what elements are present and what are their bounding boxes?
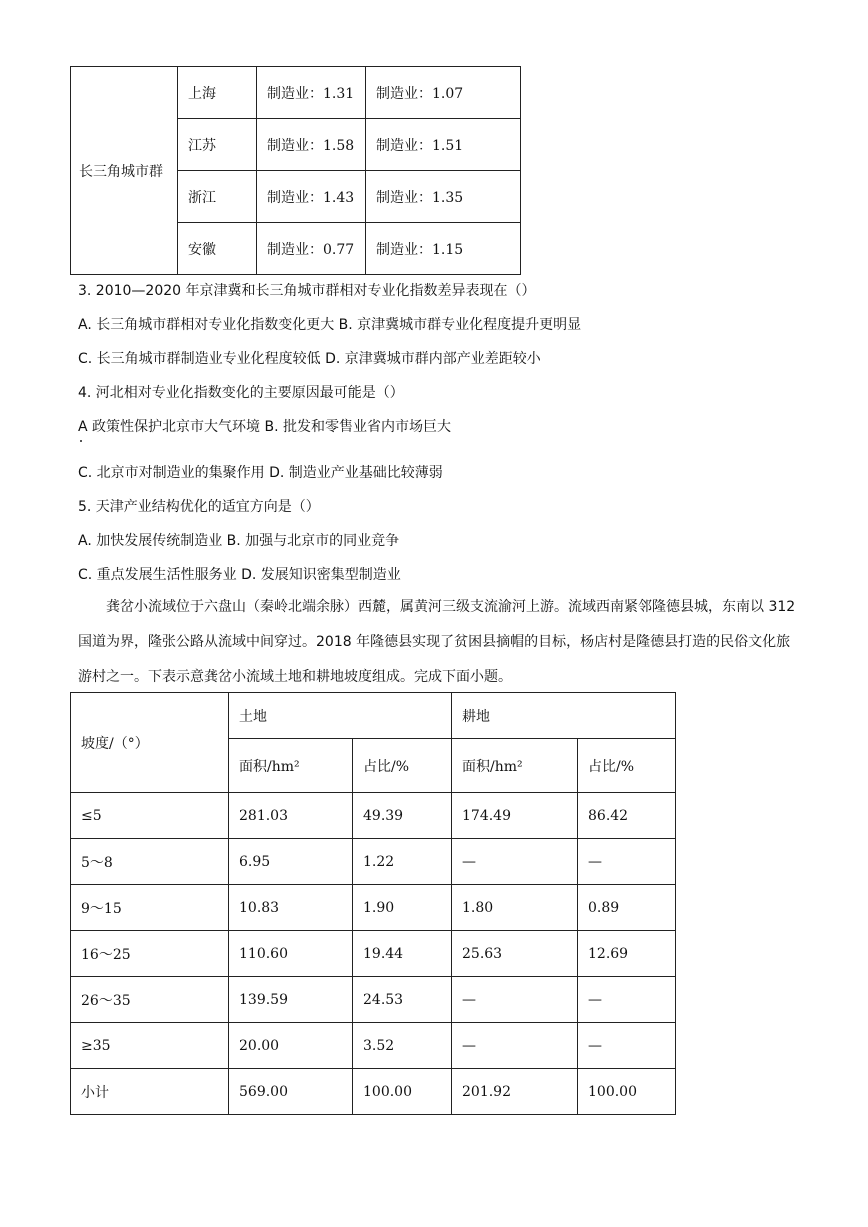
land-ratio-cell: 19.44 <box>353 931 452 977</box>
land-area-cell: 569.00 <box>229 1069 353 1115</box>
passage-text: 龚岔小流域位于六盘山（秦岭北端余脉）西麓，属黄河三级支流渝河上游。流域西南紧邻隆德县城，东南以 312 国道为界，隆张公路从流域中间穿过。2018 年隆德县实现了贫困县摘帽的目标，杨店村是隆德县打造的民俗文化旅游村之一。下表示意龚岔小流域土地和耕地坡度组成。完成下面小题。 <box>78 599 796 685</box>
table-row <box>71 839 676 885</box>
farm-ratio-cell: 12.69 <box>578 931 676 977</box>
slope-header: 坡度/（°） <box>71 693 229 793</box>
table-row <box>71 793 676 839</box>
slope-cell: 小计 <box>71 1069 229 1115</box>
farm-area-cell: 201.92 <box>452 1069 578 1115</box>
farm-ratio-cell: — <box>578 1023 676 1069</box>
index-cell: 制造业：1.07 <box>366 67 521 119</box>
question-5: 5. 天津产业结构优化的适宜方向是（） <box>78 499 320 515</box>
city-group-cell: 长三角城市群 <box>71 67 178 275</box>
province-cell: 江苏 <box>178 119 257 171</box>
land-ratio-cell: 1.22 <box>353 839 452 885</box>
farm-area-cell: — <box>452 839 578 885</box>
slope-cell: ≥35 <box>71 1023 229 1069</box>
table-row <box>71 67 521 119</box>
province-cell: 浙江 <box>178 171 257 223</box>
question-3: 3. 2010—2020 年京津冀和长三角城市群相对专业化指数差异表现在（） <box>78 283 536 299</box>
land-ratio-cell: 24.53 <box>353 977 452 1023</box>
index-cell: 制造业：1.35 <box>366 171 521 223</box>
index-cell: 制造业：1.31 <box>257 67 366 119</box>
province-cell: 安徽 <box>178 223 257 275</box>
land-area-cell: 110.60 <box>229 931 353 977</box>
farm-ratio-cell: 0.89 <box>578 885 676 931</box>
land-area-cell: 139.59 <box>229 977 353 1023</box>
farm-area-cell: — <box>452 1023 578 1069</box>
question-4: 4. 河北相对专业化指数变化的主要原因最可能是（） <box>78 385 404 401</box>
table-header-row <box>71 693 676 739</box>
land-ratio-header: 占比/% <box>353 739 452 793</box>
passage <box>78 590 798 695</box>
slope-cell: 26～35 <box>71 977 229 1023</box>
farm-ratio-cell: — <box>578 839 676 885</box>
land-ratio-cell: 49.39 <box>353 793 452 839</box>
table-row <box>71 977 676 1023</box>
farm-ratio-cell: 86.42 <box>578 793 676 839</box>
index-cell: 制造业：0.77 <box>257 223 366 275</box>
table-row <box>71 931 676 977</box>
slope-cell: 5～8 <box>71 839 229 885</box>
speck-mark <box>80 440 82 442</box>
land-ratio-cell: 3.52 <box>353 1023 452 1069</box>
farm-ratio-cell: — <box>578 977 676 1023</box>
farm-area-cell: 25.63 <box>452 931 578 977</box>
farm-area-cell: 1.80 <box>452 885 578 931</box>
land-area-cell: 20.00 <box>229 1023 353 1069</box>
slope-composition-table <box>70 692 676 1115</box>
land-ratio-cell: 100.00 <box>353 1069 452 1115</box>
table-row <box>71 1069 676 1115</box>
land-header: 土地 <box>229 693 452 739</box>
index-cell: 制造业：1.43 <box>257 171 366 223</box>
farm-area-cell: 174.49 <box>452 793 578 839</box>
province-cell: 上海 <box>178 67 257 119</box>
slope-cell: ≤5 <box>71 793 229 839</box>
index-cell: 制造业：1.58 <box>257 119 366 171</box>
question-3-options-ab: A. 长三角城市群相对专业化指数变化更大 B. 京津冀城市群专业化程度提升更明显 <box>78 317 582 333</box>
land-area-cell: 281.03 <box>229 793 353 839</box>
land-area-cell: 6.95 <box>229 839 353 885</box>
index-cell: 制造业：1.15 <box>366 223 521 275</box>
slope-cell: 16～25 <box>71 931 229 977</box>
land-area-cell: 10.83 <box>229 885 353 931</box>
question-4-options-ab: A 政策性保护北京市大气环境 B. 批发和零售业省内市场巨大 <box>78 419 451 435</box>
index-table-yangtze-delta <box>70 66 521 275</box>
table-row <box>71 885 676 931</box>
table-row <box>71 1023 676 1069</box>
question-3-options-cd: C. 长三角城市群制造业专业化程度较低 D. 京津冀城市群内部产业差距较小 <box>78 351 541 367</box>
farm-area-cell: — <box>452 977 578 1023</box>
question-5-options-ab: A. 加快发展传统制造业 B. 加强与北京市的同业竞争 <box>78 533 400 549</box>
question-5-options-cd: C. 重点发展生活性服务业 D. 发展知识密集型制造业 <box>78 567 401 583</box>
farm-area-header: 面积/hm² <box>452 739 578 793</box>
land-ratio-cell: 1.90 <box>353 885 452 931</box>
index-cell: 制造业：1.51 <box>366 119 521 171</box>
land-area-header: 面积/hm² <box>229 739 353 793</box>
question-4-options-cd: C. 北京市对制造业的集聚作用 D. 制造业产业基础比较薄弱 <box>78 465 443 481</box>
farmland-header: 耕地 <box>452 693 676 739</box>
farm-ratio-cell: 100.00 <box>578 1069 676 1115</box>
slope-cell: 9～15 <box>71 885 229 931</box>
farm-ratio-header: 占比/% <box>578 739 676 793</box>
